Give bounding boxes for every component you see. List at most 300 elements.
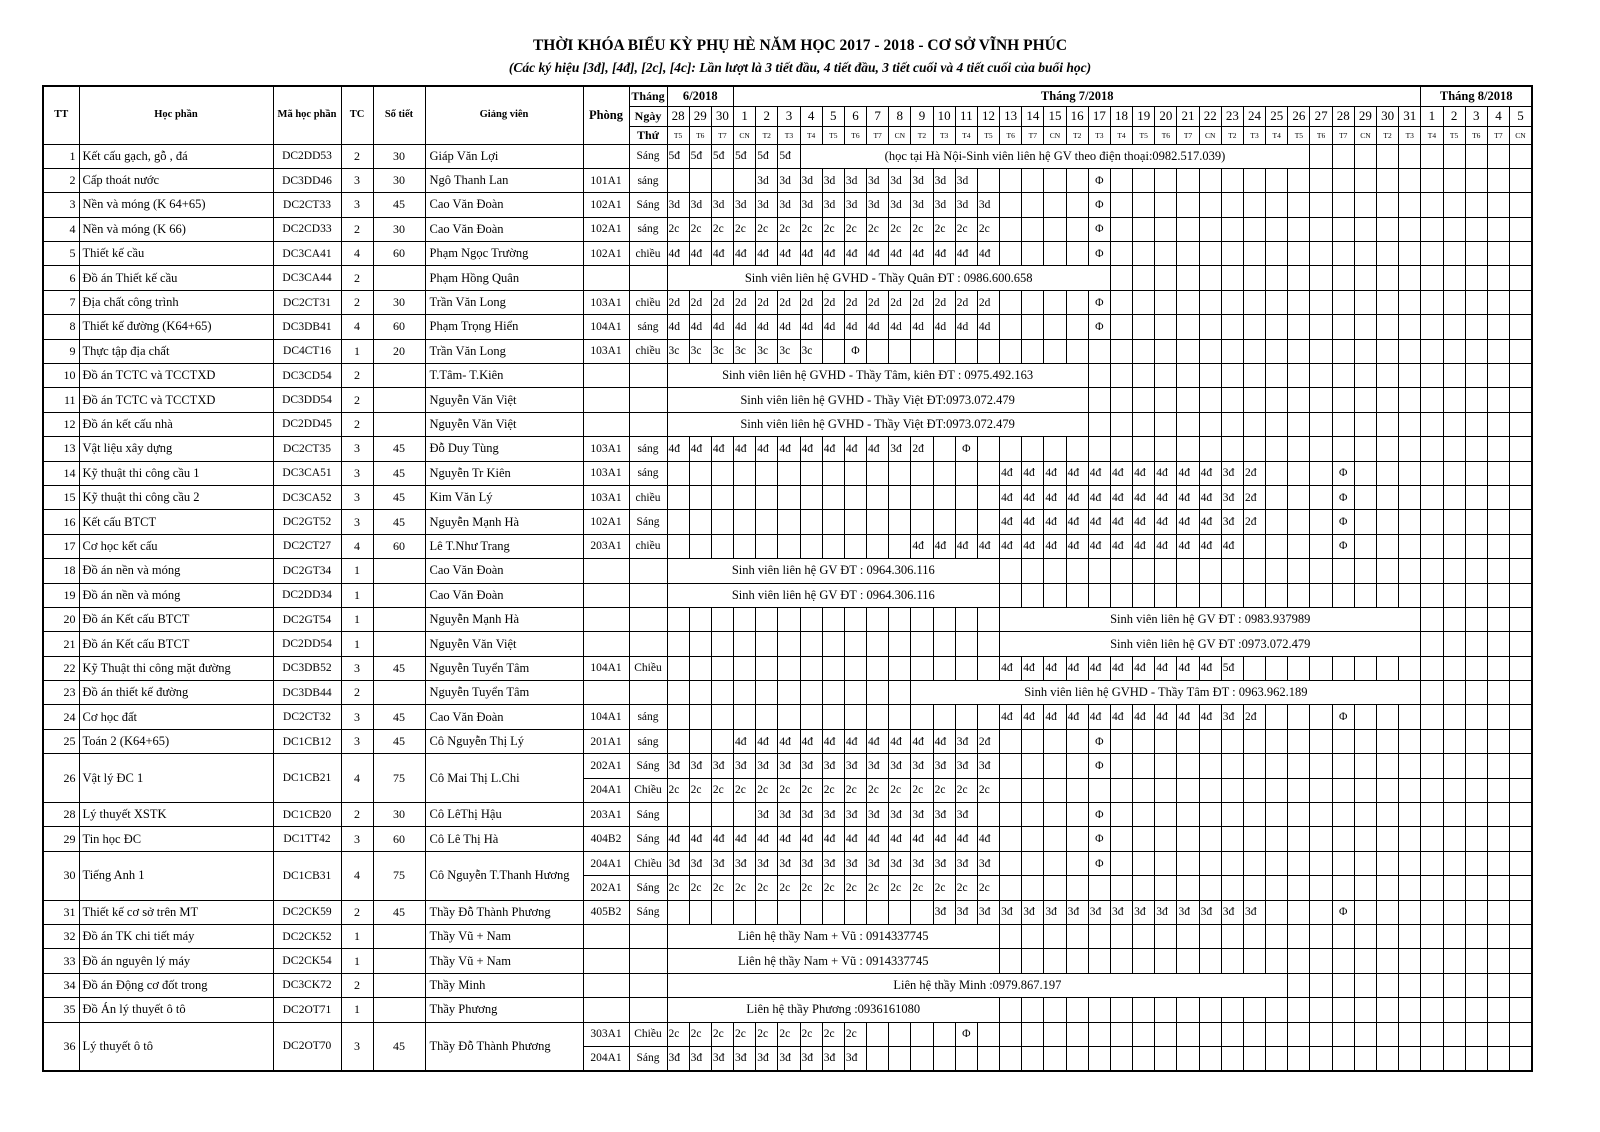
schedule-cell: 4đ — [1088, 461, 1110, 485]
schedule-cell: 3đ — [1110, 900, 1132, 924]
credits: 1 — [341, 339, 373, 363]
header-so-tiet: Số tiết — [373, 86, 425, 144]
course-name: Nền và móng (K 64+65) — [79, 193, 273, 217]
period-count: 45 — [373, 437, 425, 461]
schedule-cell — [1399, 925, 1421, 949]
schedule-cell — [1354, 242, 1376, 266]
schedule-cell — [1310, 900, 1332, 924]
schedule-cell — [889, 339, 911, 363]
course-row — [43, 705, 1532, 729]
room: 102A1 — [583, 217, 629, 241]
schedule-cell — [1243, 266, 1265, 290]
teacher-name: Nguyễn Tuyển Tâm — [425, 681, 583, 705]
schedule-cell — [1288, 559, 1310, 583]
row-number: 14 — [43, 461, 79, 485]
schedule-cell — [1000, 803, 1022, 827]
schedule-cell: 4đ — [911, 729, 933, 753]
schedule-cell: 4đ — [1133, 705, 1155, 729]
schedule-cell: 4đ — [1199, 705, 1221, 729]
room: 102A1 — [583, 193, 629, 217]
schedule-cell — [1000, 437, 1022, 461]
weekday-label: T6 — [1465, 126, 1487, 144]
schedule-cell — [1332, 412, 1354, 436]
day-number: 27 — [1310, 106, 1332, 126]
schedule-cell: 2c — [955, 876, 977, 900]
schedule-cell: 4d — [711, 315, 733, 339]
schedule-cell — [1443, 803, 1465, 827]
schedule-cell: 3c — [800, 339, 822, 363]
weekday-label: T4 — [800, 126, 822, 144]
schedule-cell: 3d — [955, 168, 977, 192]
schedule-cell: 3d — [778, 168, 800, 192]
schedule-cell — [1088, 437, 1110, 461]
schedule-cell — [1155, 949, 1177, 973]
schedule-cell: 2c — [911, 778, 933, 802]
schedule-cell: 2đ — [1243, 510, 1265, 534]
schedule-cell — [933, 339, 955, 363]
schedule-cell — [1022, 1046, 1044, 1070]
schedule-cell: 2c — [778, 217, 800, 241]
schedule-cell — [1487, 729, 1509, 753]
schedule-cell — [1354, 583, 1376, 607]
schedule-cell: 2đ — [1243, 485, 1265, 509]
schedule-cell — [1288, 851, 1310, 875]
day-number: 4 — [1487, 106, 1509, 126]
schedule-cell — [1443, 632, 1465, 656]
schedule-cell — [1465, 339, 1487, 363]
credits: 3 — [341, 510, 373, 534]
weekday-label: T2 — [1221, 126, 1243, 144]
schedule-cell — [1088, 583, 1110, 607]
schedule-cell — [1354, 803, 1376, 827]
schedule-cell: 3đ — [1177, 900, 1199, 924]
schedule-cell — [1510, 510, 1532, 534]
room: 103A1 — [583, 290, 629, 314]
teacher-name: Trần Văn Long — [425, 339, 583, 363]
teacher-name: Phạm Ngọc Trường — [425, 242, 583, 266]
course-name: Địa chất công trình — [79, 290, 273, 314]
weekday-label: CN — [1510, 126, 1532, 144]
session-label — [629, 364, 667, 388]
schedule-cell: 3đ — [778, 754, 800, 778]
schedule-cell — [1510, 632, 1532, 656]
schedule-cell — [1088, 949, 1110, 973]
schedule-cell — [1421, 412, 1443, 436]
schedule-cell — [1310, 851, 1332, 875]
schedule-cell: 2c — [689, 778, 711, 802]
schedule-cell — [1044, 168, 1066, 192]
schedule-cell — [933, 461, 955, 485]
schedule-cell — [1354, 998, 1376, 1022]
page-title: THỜI KHÓA BIỂU KỲ PHỤ HÈ NĂM HỌC 2017 - 2018 - CƠ SỞ VĨNH PHÚC — [532, 37, 1068, 54]
schedule-cell: 4d — [800, 315, 822, 339]
schedule-cell — [1243, 778, 1265, 802]
schedule-cell — [822, 607, 844, 631]
course-code: DC2DD53 — [273, 144, 341, 168]
schedule-cell — [1443, 485, 1465, 509]
schedule-cell — [1354, 461, 1376, 485]
day-number: 28 — [1332, 106, 1354, 126]
row-number: 24 — [43, 705, 79, 729]
schedule-cell: 4đ — [1177, 461, 1199, 485]
schedule-cell — [1310, 193, 1332, 217]
row-number: 32 — [43, 925, 79, 949]
schedule-cell: 2c — [844, 876, 866, 900]
schedule-cell — [1266, 242, 1288, 266]
schedule-cell: 2c — [977, 876, 999, 900]
schedule-cell — [734, 168, 756, 192]
schedule-cell — [1421, 437, 1443, 461]
schedule-cell — [689, 803, 711, 827]
schedule-cell — [1199, 168, 1221, 192]
schedule-cell — [1133, 388, 1155, 412]
teacher-name: Cao Văn Đoàn — [425, 193, 583, 217]
schedule-cell: 4đ — [711, 437, 733, 461]
schedule-cell — [1133, 827, 1155, 851]
schedule-cell: 4đ — [1110, 705, 1132, 729]
day-number: 6 — [844, 106, 866, 126]
schedule-cell — [1177, 217, 1199, 241]
schedule-cell: Φ — [1088, 851, 1110, 875]
schedule-cell — [1266, 900, 1288, 924]
schedule-cell — [1399, 461, 1421, 485]
schedule-cell — [1066, 339, 1088, 363]
schedule-cell — [1377, 973, 1399, 997]
schedule-cell: 3c — [667, 339, 689, 363]
schedule-cell — [1399, 437, 1421, 461]
schedule-cell: 4d — [734, 315, 756, 339]
schedule-cell — [889, 656, 911, 680]
schedule-cell — [1310, 266, 1332, 290]
schedule-cell — [1221, 364, 1243, 388]
schedule-cell — [1377, 485, 1399, 509]
schedule-cell — [756, 485, 778, 509]
schedule-cell — [1155, 266, 1177, 290]
schedule-cell — [1510, 973, 1532, 997]
schedule-cell — [667, 485, 689, 509]
period-count — [373, 998, 425, 1022]
schedule-cell — [1332, 290, 1354, 314]
schedule-cell — [1288, 266, 1310, 290]
schedule-cell — [778, 681, 800, 705]
schedule-cell — [1487, 705, 1509, 729]
schedule-cell — [1332, 364, 1354, 388]
credits: 1 — [341, 925, 373, 949]
schedule-cell — [889, 900, 911, 924]
schedule-cell: 4đ — [778, 437, 800, 461]
schedule-cell — [800, 681, 822, 705]
schedule-cell — [1088, 876, 1110, 900]
period-count: 45 — [373, 656, 425, 680]
schedule-cell — [1133, 803, 1155, 827]
schedule-cell — [1377, 900, 1399, 924]
schedule-cell — [1310, 290, 1332, 314]
schedule-cell: 2c — [756, 1022, 778, 1046]
schedule-cell — [867, 510, 889, 534]
schedule-cell — [1310, 998, 1332, 1022]
schedule-cell — [689, 729, 711, 753]
schedule-cell — [1110, 949, 1132, 973]
teacher-name: Thầy Phương — [425, 998, 583, 1022]
schedule-cell — [1155, 1046, 1177, 1070]
schedule-cell — [1288, 242, 1310, 266]
day-number: 21 — [1177, 106, 1199, 126]
course-row — [43, 998, 1532, 1022]
schedule-cell — [1221, 1022, 1243, 1046]
period-count: 45 — [373, 1022, 425, 1071]
schedule-cell — [1000, 1022, 1022, 1046]
schedule-cell — [1066, 729, 1088, 753]
room — [583, 973, 629, 997]
schedule-cell — [1199, 364, 1221, 388]
session-label: Sáng — [629, 1046, 667, 1070]
row-number: 8 — [43, 315, 79, 339]
schedule-cell — [1443, 851, 1465, 875]
schedule-cell: 4d — [911, 315, 933, 339]
schedule-cell — [1421, 485, 1443, 509]
schedule-cell — [1487, 900, 1509, 924]
schedule-cell — [1022, 729, 1044, 753]
schedule-cell — [822, 656, 844, 680]
schedule-cell — [734, 656, 756, 680]
schedule-cell — [1243, 754, 1265, 778]
schedule-cell — [1310, 412, 1332, 436]
schedule-cell — [1465, 876, 1487, 900]
schedule-cell — [889, 1022, 911, 1046]
schedule-cell — [1243, 559, 1265, 583]
schedule-cell — [933, 632, 955, 656]
schedule-cell — [1266, 534, 1288, 558]
schedule-cell: 3đ — [844, 754, 866, 778]
schedule-cell: 4đ — [867, 827, 889, 851]
room — [583, 559, 629, 583]
schedule-cell — [1510, 729, 1532, 753]
schedule-cell — [1487, 851, 1509, 875]
schedule-cell — [1110, 729, 1132, 753]
schedule-cell — [1354, 559, 1376, 583]
schedule-cell — [1243, 583, 1265, 607]
schedule-cell — [1199, 827, 1221, 851]
header-giang-vien: Giảng viên — [425, 86, 583, 144]
schedule-cell — [1221, 217, 1243, 241]
schedule-cell — [1443, 193, 1465, 217]
schedule-cell: 2d — [711, 290, 733, 314]
schedule-cell — [1266, 266, 1288, 290]
schedule-cell: 4đ — [689, 827, 711, 851]
schedule-cell — [1354, 290, 1376, 314]
schedule-cell: 2c — [667, 778, 689, 802]
schedule-cell — [867, 681, 889, 705]
schedule-cell — [1110, 388, 1132, 412]
session-label: sáng — [629, 217, 667, 241]
schedule-cell — [689, 461, 711, 485]
schedule-cell — [1266, 729, 1288, 753]
schedule-cell — [1377, 193, 1399, 217]
row-number: 17 — [43, 534, 79, 558]
contact-note: Sinh viên liên hệ GVHD - Thầy Tâm, kiên ĐT : 0975.492.163 — [667, 364, 1088, 388]
schedule-cell — [1288, 315, 1310, 339]
schedule-cell — [1332, 266, 1354, 290]
schedule-cell — [1510, 998, 1532, 1022]
header-tt: TT — [43, 86, 79, 144]
period-count — [373, 607, 425, 631]
schedule-cell — [1266, 998, 1288, 1022]
schedule-cell — [1288, 998, 1310, 1022]
schedule-cell: 4đ — [867, 437, 889, 461]
schedule-cell — [1310, 949, 1332, 973]
schedule-cell — [1510, 266, 1532, 290]
schedule-cell — [711, 705, 733, 729]
schedule-cell: 3đ — [756, 1046, 778, 1070]
schedule-cell: Φ — [1088, 168, 1110, 192]
schedule-cell — [1066, 998, 1088, 1022]
schedule-cell — [1266, 1046, 1288, 1070]
schedule-cell — [1022, 851, 1044, 875]
row-number: 19 — [43, 583, 79, 607]
weekday-label: T6 — [1000, 126, 1022, 144]
schedule-cell: 4đ — [756, 827, 778, 851]
row-number: 22 — [43, 656, 79, 680]
weekday-label: T2 — [1377, 126, 1399, 144]
schedule-cell: 4đ — [1155, 534, 1177, 558]
schedule-cell: 4đ — [1022, 534, 1044, 558]
schedule-cell: 3đ — [844, 851, 866, 875]
schedule-cell: 4đ — [822, 729, 844, 753]
room — [583, 998, 629, 1022]
schedule-cell — [1199, 778, 1221, 802]
schedule-cell — [1487, 534, 1509, 558]
schedule-cell — [1354, 217, 1376, 241]
period-count: 30 — [373, 168, 425, 192]
schedule-cell: 2c — [977, 778, 999, 802]
schedule-cell — [1044, 778, 1066, 802]
day-number: 31 — [1399, 106, 1421, 126]
course-row — [43, 656, 1532, 680]
schedule-cell — [1022, 998, 1044, 1022]
schedule-cell — [1465, 1046, 1487, 1070]
schedule-cell — [1421, 559, 1443, 583]
schedule-cell — [1044, 803, 1066, 827]
schedule-cell — [711, 729, 733, 753]
schedule-cell: 4đ — [844, 242, 866, 266]
course-code: DC2CT31 — [273, 290, 341, 314]
schedule-cell — [1310, 876, 1332, 900]
schedule-cell — [756, 534, 778, 558]
schedule-cell — [1088, 388, 1110, 412]
schedule-cell — [1510, 364, 1532, 388]
schedule-cell — [1266, 388, 1288, 412]
course-row — [43, 583, 1532, 607]
row-number: 34 — [43, 973, 79, 997]
schedule-cell — [1288, 1046, 1310, 1070]
schedule-cell: 3đ — [1022, 900, 1044, 924]
schedule-cell — [1177, 827, 1199, 851]
schedule-cell — [1443, 876, 1465, 900]
schedule-cell — [1421, 193, 1443, 217]
schedule-cell — [1377, 339, 1399, 363]
session-label: Sáng — [629, 803, 667, 827]
schedule-cell — [1288, 803, 1310, 827]
session-label: Chiều — [629, 851, 667, 875]
schedule-cell — [1399, 242, 1421, 266]
day-number: 23 — [1221, 106, 1243, 126]
schedule-cell — [1487, 315, 1509, 339]
schedule-cell — [844, 607, 866, 631]
schedule-cell — [1332, 168, 1354, 192]
course-name: Thiết kế đường (K64+65) — [79, 315, 273, 339]
schedule-cell — [711, 485, 733, 509]
schedule-cell: 4đ — [844, 729, 866, 753]
schedule-cell — [1487, 290, 1509, 314]
schedule-cell: 2c — [822, 1022, 844, 1046]
schedule-cell: 4đ — [1044, 534, 1066, 558]
schedule-cell — [1155, 998, 1177, 1022]
schedule-cell — [1110, 266, 1132, 290]
day-number: 22 — [1199, 106, 1221, 126]
schedule-cell — [1199, 1022, 1221, 1046]
schedule-cell — [1354, 656, 1376, 680]
schedule-cell — [1399, 705, 1421, 729]
teacher-name: Cao Văn Đoàn — [425, 705, 583, 729]
schedule-cell — [1044, 217, 1066, 241]
schedule-cell: 3đ — [667, 754, 689, 778]
contact-note: Sinh viên liên hệ GVHD - Thầy Việt ĐT:0973.072.479 — [667, 412, 1088, 436]
schedule-cell — [1310, 778, 1332, 802]
schedule-cell — [1044, 827, 1066, 851]
credits: 2 — [341, 266, 373, 290]
schedule-cell — [734, 803, 756, 827]
schedule-cell — [1266, 925, 1288, 949]
schedule-cell — [1310, 242, 1332, 266]
contact-note: (học tại Hà Nội-Sinh viên liên hệ GV theo điện thoại:0982.517.039) — [800, 144, 1310, 168]
course-name: Vật lý ĐC 1 — [79, 754, 273, 803]
schedule-cell: 3d — [756, 168, 778, 192]
course-row — [43, 1022, 1532, 1046]
schedule-cell — [1288, 217, 1310, 241]
schedule-cell — [1465, 217, 1487, 241]
schedule-cell — [1465, 412, 1487, 436]
schedule-cell — [1000, 290, 1022, 314]
schedule-cell — [1487, 632, 1509, 656]
schedule-cell — [689, 485, 711, 509]
schedule-cell — [734, 461, 756, 485]
schedule-cell — [1310, 1046, 1332, 1070]
schedule-cell: 4đ — [1177, 705, 1199, 729]
schedule-cell — [1199, 437, 1221, 461]
weekday-label: T2 — [1066, 126, 1088, 144]
schedule-cell — [1332, 1022, 1354, 1046]
schedule-cell — [1421, 217, 1443, 241]
schedule-cell — [800, 485, 822, 509]
room: 103A1 — [583, 485, 629, 509]
schedule-cell: 4đ — [667, 437, 689, 461]
schedule-cell — [1421, 510, 1443, 534]
schedule-cell: 4đ — [1110, 656, 1132, 680]
schedule-cell — [1377, 144, 1399, 168]
session-label — [629, 412, 667, 436]
schedule-cell: 2c — [711, 1022, 733, 1046]
room — [583, 144, 629, 168]
schedule-cell — [1399, 729, 1421, 753]
schedule-cell — [1443, 388, 1465, 412]
period-count: 45 — [373, 193, 425, 217]
schedule-cell — [1354, 876, 1376, 900]
schedule-cell: 4đ — [1133, 461, 1155, 485]
schedule-cell: 5đ — [756, 144, 778, 168]
teacher-name: Cô Nguyễn Thị Lý — [425, 729, 583, 753]
day-number: 20 — [1155, 106, 1177, 126]
schedule-cell: 3đ — [1221, 485, 1243, 509]
